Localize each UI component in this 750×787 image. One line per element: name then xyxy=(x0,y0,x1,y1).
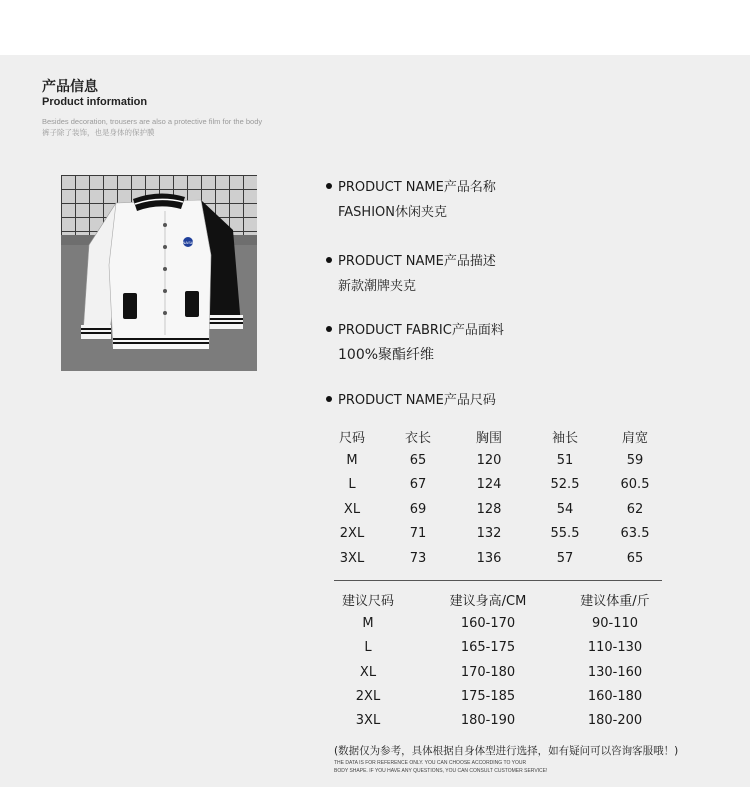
section-title-cn: 产品信息 xyxy=(42,79,98,95)
table-row xyxy=(326,448,660,472)
recommend-cell: XL xyxy=(359,664,377,680)
product-name-section xyxy=(326,176,496,220)
section-note-en: Besides decoration, trousers are also a protective film for the body xyxy=(42,117,263,126)
size-cell: 128 xyxy=(476,501,502,517)
size-cell: 63.5 xyxy=(620,526,650,542)
bullet-icon xyxy=(326,183,332,189)
recommend-cell: 175-185 xyxy=(460,688,516,704)
size-cell: 51 xyxy=(556,453,574,469)
size-table xyxy=(326,424,660,570)
size-table-header xyxy=(326,424,660,448)
recommend-header-cell: 建议体重/斤 xyxy=(580,593,650,609)
divider xyxy=(334,580,662,581)
section-note-cn: 裤子除了装饰，也是身体的保护膜 xyxy=(42,128,155,137)
recommend-cell: 180-190 xyxy=(460,713,516,729)
size-cell: 54 xyxy=(556,501,574,517)
product-size-label: PRODUCT NAME产品尺码 xyxy=(338,393,496,408)
product-size-section xyxy=(326,389,496,408)
product-desc-label: PRODUCT NAME产品描述 xyxy=(338,254,496,269)
product-photo xyxy=(61,175,257,371)
bullet-icon xyxy=(326,257,332,263)
size-header-cell: 袖长 xyxy=(551,430,578,446)
table-row xyxy=(330,660,660,684)
product-name-label: PRODUCT NAME产品名称 xyxy=(338,180,496,195)
jacket-illustration xyxy=(61,175,257,371)
recommend-cell: 90-110 xyxy=(591,615,639,631)
recommend-cell: 180-200 xyxy=(587,713,643,729)
table-row xyxy=(326,546,660,570)
size-cell: 124 xyxy=(476,477,502,493)
size-cell: 120 xyxy=(476,453,502,469)
size-cell: 62 xyxy=(626,501,644,517)
disclaimer-fine-print: THE DATA IS FOR REFERENCE ONLY. YOU CAN CHOOSE ACCORDING TO YOUR xyxy=(334,760,527,766)
product-desc-value: 新款潮牌夹克 xyxy=(338,279,417,294)
size-cell: 59 xyxy=(626,453,644,469)
size-cell: 2XL xyxy=(339,526,365,542)
table-row xyxy=(326,497,660,521)
recommend-table-header xyxy=(330,587,660,611)
bullet-icon xyxy=(326,326,332,332)
product-name-value: FASHION休闲夹克 xyxy=(338,205,447,220)
size-cell: 132 xyxy=(476,526,502,542)
size-cell: 65 xyxy=(626,550,644,566)
size-cell: 65 xyxy=(409,453,427,469)
recommend-cell: 130-160 xyxy=(587,664,643,680)
recommend-cell: 2XL xyxy=(355,688,381,704)
disclaimer-text: (数据仅为参考，具体根据自身体型进行选择，如有疑问可以咨询客服哦！) xyxy=(334,745,679,757)
size-cell: 3XL xyxy=(339,550,365,566)
size-cell: 55.5 xyxy=(550,526,580,542)
product-fabric-section xyxy=(326,319,504,364)
table-row xyxy=(326,473,660,497)
product-fabric-label: PRODUCT FABRIC产品面料 xyxy=(338,323,504,338)
size-cell: XL xyxy=(343,501,361,517)
size-cell: 67 xyxy=(409,477,427,493)
size-cell: M xyxy=(346,453,358,469)
size-cell: 60.5 xyxy=(620,477,650,493)
recommend-cell: 3XL xyxy=(355,713,381,729)
bullet-icon xyxy=(326,396,332,402)
section-title-en: Product information xyxy=(42,96,148,108)
recommend-cell: M xyxy=(362,615,374,631)
recommend-table xyxy=(330,587,660,733)
table-row xyxy=(330,611,660,635)
product-fabric-value: 100%聚酯纤维 xyxy=(338,347,435,363)
size-cell: L xyxy=(348,477,356,493)
recommend-cell: 110-130 xyxy=(587,640,643,656)
size-header-cell: 胸围 xyxy=(475,430,502,446)
product-desc-section xyxy=(326,250,496,294)
disclaimer-fine-print: BODY SHAPE. IF YOU HAVE ANY QUESTIONS, YOU CAN CONSULT CUSTOMER SERVICE! xyxy=(334,768,548,774)
recommend-cell: 160-170 xyxy=(460,615,516,631)
size-header-cell: 衣长 xyxy=(404,430,431,446)
table-row xyxy=(326,522,660,546)
table-row xyxy=(330,708,660,732)
chest-logo-text: NASA xyxy=(182,240,194,245)
size-cell: 69 xyxy=(409,501,427,517)
recommend-cell: 165-175 xyxy=(460,640,516,656)
size-cell: 52.5 xyxy=(550,477,580,493)
size-cell: 73 xyxy=(409,550,427,566)
recommend-header-cell: 建议身高/CM xyxy=(449,593,527,609)
recommend-cell: L xyxy=(364,640,372,656)
recommend-header-cell: 建议尺码 xyxy=(341,593,394,609)
recommend-cell: 160-180 xyxy=(587,688,643,704)
size-cell: 57 xyxy=(556,550,574,566)
table-row xyxy=(330,636,660,660)
size-cell: 136 xyxy=(476,550,502,566)
size-cell: 71 xyxy=(409,526,427,542)
table-row xyxy=(330,684,660,708)
size-header-cell: 尺码 xyxy=(338,430,365,446)
size-header-cell: 肩宽 xyxy=(621,430,648,446)
recommend-cell: 170-180 xyxy=(460,664,516,680)
